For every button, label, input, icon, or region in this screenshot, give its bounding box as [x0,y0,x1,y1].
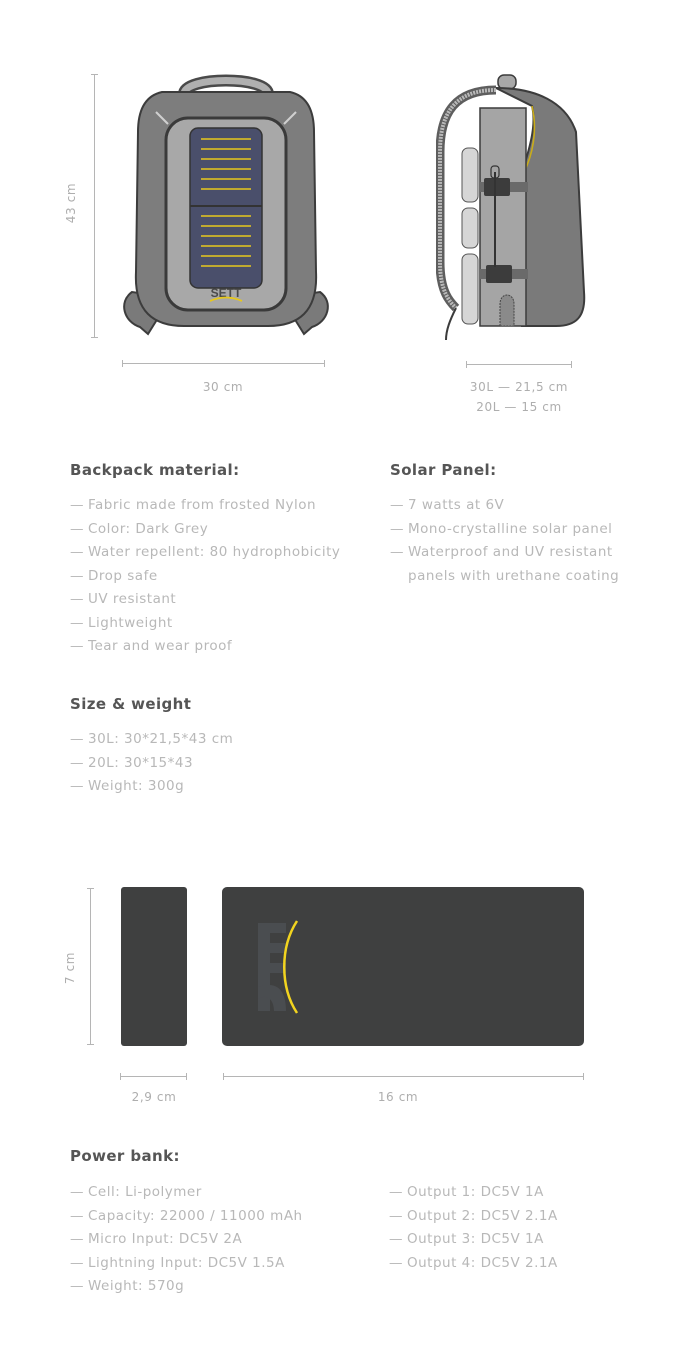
list-item: — Waterproof and UV resistant [390,541,680,565]
height-dimension-line [94,74,95,338]
power-bank-list-right [389,1181,669,1275]
list-item: — Tear and wear proof [70,635,380,659]
size-weight-list [70,728,380,799]
power-bank-section [70,1147,670,1165]
pb-length-dimension-line [223,1076,584,1077]
list-item: — Lightweight [70,612,380,636]
pb-height-dimension-line [90,888,91,1045]
depth-dimension-label-30l: 30L — 21,5 cm [469,380,569,394]
list-item: — Weight: 570g [70,1275,380,1299]
height-dimension-label: 43 cm [64,182,78,224]
list-item: — Mono-crystalline solar panel [390,518,680,542]
backpack-material-section [70,461,380,659]
list-item: — 20L: 30*15*43 [70,752,380,776]
width-dimension-line [122,363,325,364]
backpack-side-illustration [436,72,588,344]
list-item: — Output 4: DC5V 2.1A [389,1252,669,1276]
size-weight-title: Size & weight [70,695,192,713]
list-item: — 7 watts at 6V [390,494,680,518]
backpack-material-list [70,494,380,659]
list-item: — Cell: Li-polymer [70,1181,380,1205]
power-bank-front-view [222,887,584,1046]
backpack-logo: SETT [210,286,242,300]
list-item: — Lightning Input: DC5V 1.5A [70,1252,380,1276]
power-bank-list-left [70,1181,380,1299]
list-item: — Output 1: DC5V 1A [389,1181,669,1205]
backpack-front-illustration [118,72,334,344]
list-item: — 30L: 30*21,5*43 cm [70,728,380,752]
list-item: — Output 3: DC5V 1A [389,1228,669,1252]
list-item: — Fabric made from frosted Nylon [70,494,380,518]
list-item: — UV resistant [70,588,380,612]
list-item: — Output 2: DC5V 2.1A [389,1205,669,1229]
depth-dimension-label-20l: 20L — 15 cm [476,400,562,414]
list-item: — Micro Input: DC5V 2A [70,1228,380,1252]
width-dimension-label: 30 cm [202,380,244,394]
solar-panel-title: Solar Panel: [390,461,497,479]
list-item-continuation: panels with urethane coating [408,567,620,584]
pb-height-dimension-label: 7 cm [63,951,77,985]
list-item: — Color: Dark Grey [70,518,380,542]
list-item: — Capacity: 22000 / 11000 mAh [70,1205,380,1229]
list-item: — Water repellent: 80 hydrophobicity [70,541,380,565]
pb-depth-dimension-line [120,1076,187,1077]
solar-panel-list [390,494,680,588]
list-item: — Weight: 300g [70,775,380,799]
pb-length-dimension-label: 16 cm [377,1090,419,1104]
power-bank-logo [252,917,302,1017]
list-item: — Drop safe [70,565,380,589]
power-bank-side-view [121,887,187,1046]
pb-depth-dimension-label: 2,9 cm [131,1090,177,1104]
depth-dimension-line [466,364,572,365]
backpack-material-title: Backpack material: [70,461,240,479]
solar-panel-section [390,461,680,588]
power-bank-title: Power bank: [70,1147,180,1165]
size-weight-section [70,695,380,799]
